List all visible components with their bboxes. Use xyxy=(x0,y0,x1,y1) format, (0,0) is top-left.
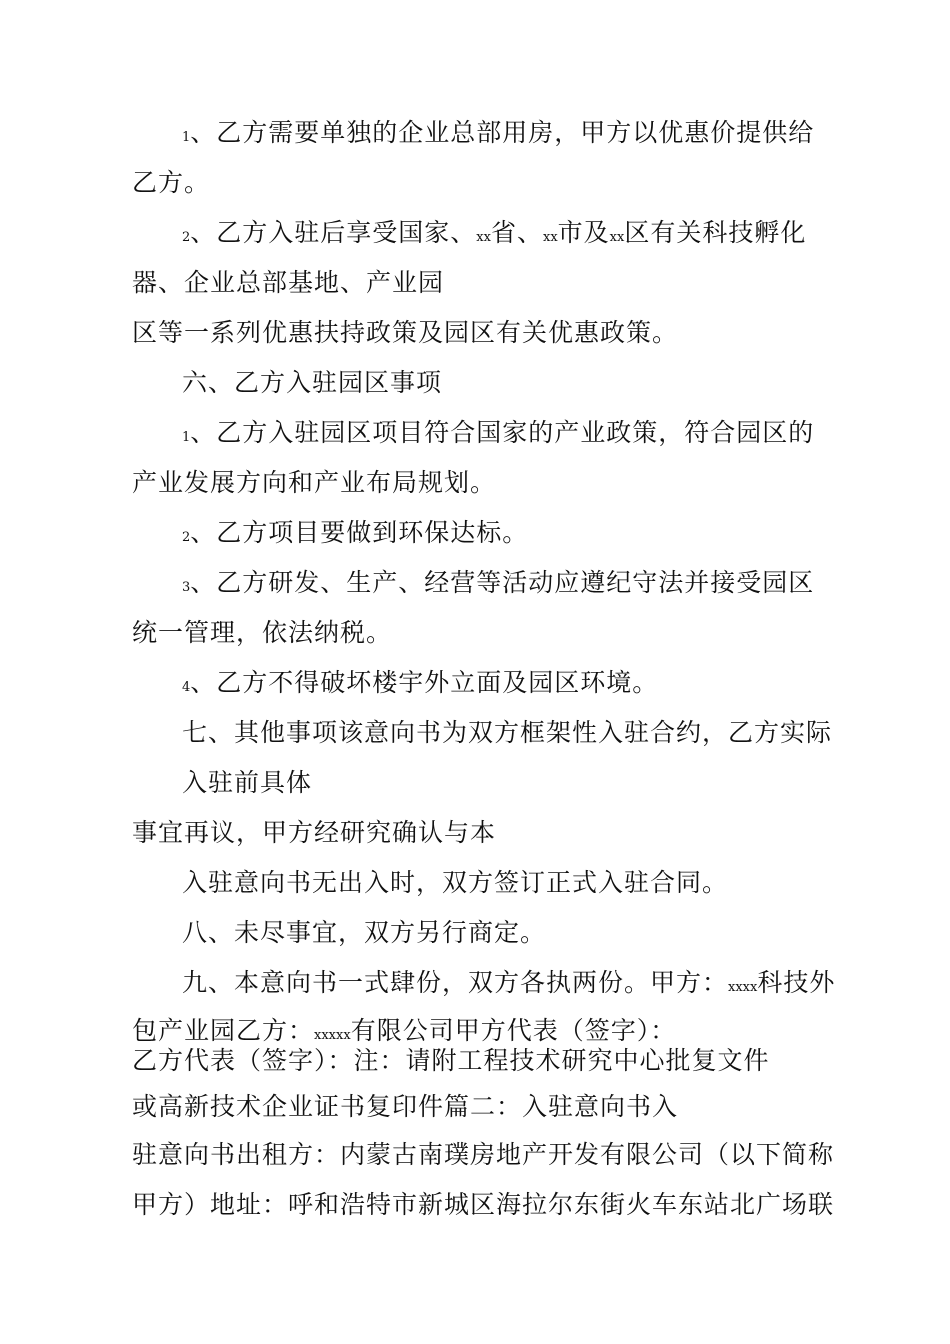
list-number: 1 xyxy=(182,130,191,145)
paragraph-line: 乙方代表（签字）：注：请附工程技术研究中心批复文件 xyxy=(132,1046,770,1075)
paragraph-line: 入驻前具体 xyxy=(182,768,313,797)
paragraph-line: 1、乙方入驻园区项目符合国家的产业政策，符合园区的 xyxy=(182,418,815,447)
list-number: 1 xyxy=(182,430,191,445)
paragraph-line: 甲方）地址：呼和浩特市新城区海拉尔东街火车东站北广场联 xyxy=(132,1190,835,1219)
paragraph-line: 1、乙方需要单独的企业总部用房，甲方以优惠价提供给 xyxy=(182,118,815,147)
paragraph-line: 包产业园乙方：xxxxx有限公司甲方代表（签字）： xyxy=(132,1016,677,1045)
list-number: 2 xyxy=(182,230,191,245)
paragraph-line: 区等一系列优惠扶持政策及园区有关优惠政策。 xyxy=(132,318,679,347)
paragraph-line: 器、企业总部基地、产业园 xyxy=(132,268,445,297)
section-heading: 七、其他事项该意向书为双方框架性入驻合约，乙方实际 xyxy=(182,718,833,747)
paragraph-line: 3、乙方研发、生产、经营等活动应遵纪守法并接受园区 xyxy=(182,568,815,597)
paragraph-line: 或高新技术企业证书复印件篇二：入驻意向书入 xyxy=(132,1092,679,1121)
paragraph-line: 入驻意向书无出入时，双方签订正式入驻合同。 xyxy=(182,868,729,897)
paragraph-line: 事宜再议，甲方经研究确认与本 xyxy=(132,818,497,847)
paragraph-line: 产业发展方向和产业布局规划。 xyxy=(132,468,497,497)
list-number: 2 xyxy=(182,530,191,545)
paragraph-line: 驻意向书出租方：内蒙古南璞房地产开发有限公司（以下简称 xyxy=(132,1140,835,1169)
paragraph-line: 4、乙方不得破坏楼宇外立面及园区环境。 xyxy=(182,668,659,697)
list-number: 4 xyxy=(182,680,191,695)
paragraph-line: 乙方。 xyxy=(132,168,211,197)
paragraph-line: 统一管理，依法纳税。 xyxy=(132,618,393,647)
section-heading: 六、乙方入驻园区事项 xyxy=(182,368,443,397)
paragraph-line: 2、乙方项目要做到环保达标。 xyxy=(182,518,529,547)
paragraph-line: 2、乙方入驻后享受国家、xx省、xx市及xx区有关科技孵化 xyxy=(182,218,807,247)
section-heading: 九、本意向书一式肆份，双方各执两份。甲方：xxxx科技外 xyxy=(182,968,836,997)
list-number: 3 xyxy=(182,580,191,595)
section-heading: 八、未尽事宜，双方另行商定。 xyxy=(182,918,547,947)
